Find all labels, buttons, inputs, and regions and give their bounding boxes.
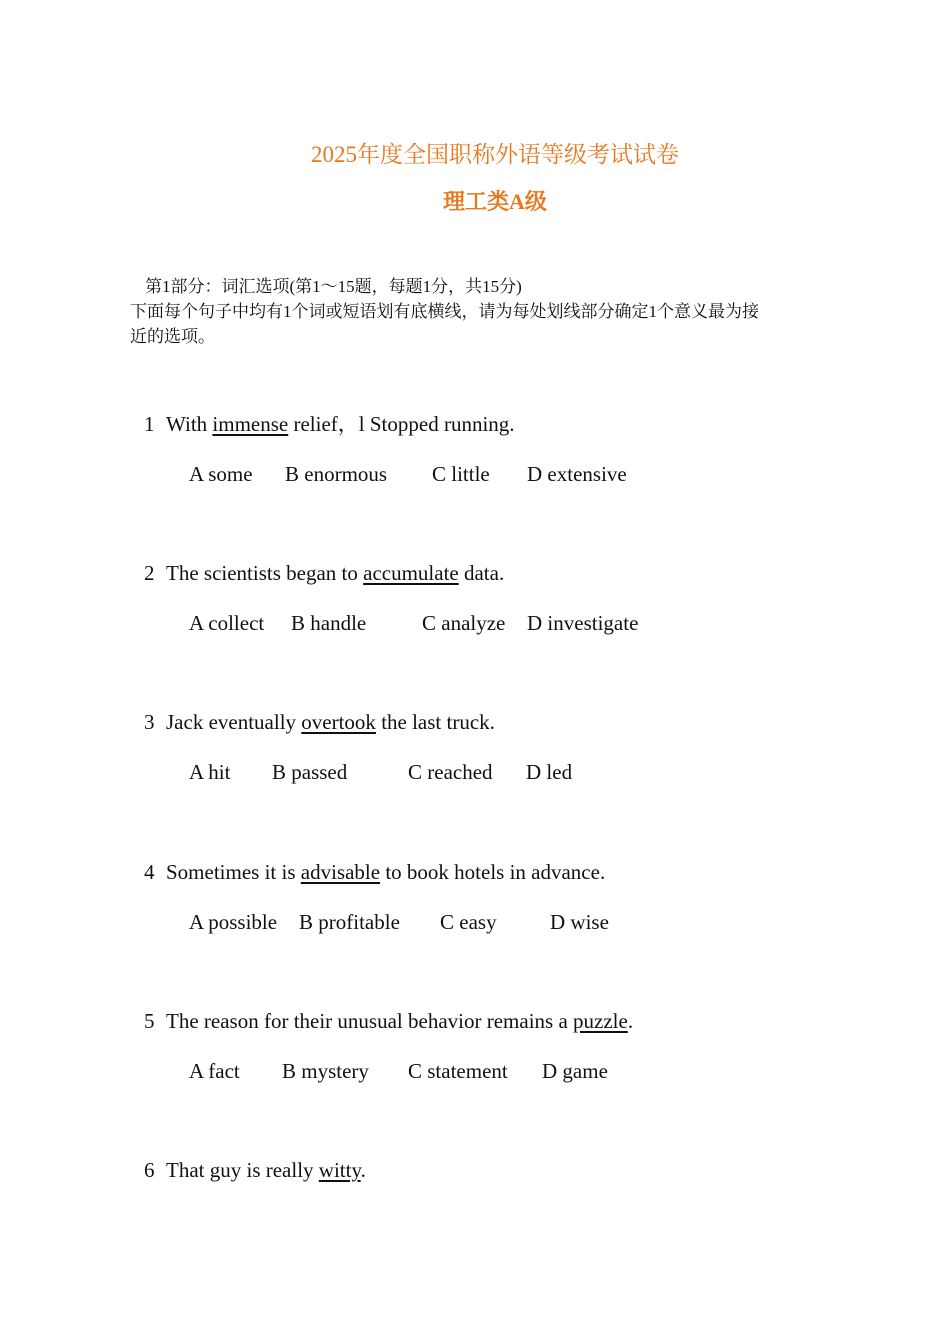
- question-number: 4: [144, 860, 155, 884]
- question-2: [144, 560, 504, 586]
- option-b: B mystery: [282, 1059, 369, 1083]
- question-6: [144, 1157, 366, 1183]
- option-c: C analyze: [422, 611, 506, 635]
- question-number: 2: [144, 561, 155, 585]
- question-text-after: .: [627, 1009, 634, 1033]
- option-c: C easy: [440, 910, 497, 934]
- option-c: C little: [432, 462, 490, 486]
- option-d: D led: [526, 760, 573, 784]
- question-text-after: the last truck.: [375, 710, 495, 734]
- underlined-word: accumulate: [363, 561, 459, 585]
- option-a: A hit: [189, 760, 231, 784]
- option-d: D game: [542, 1059, 608, 1083]
- question-5: [144, 1008, 633, 1034]
- question-3: [144, 709, 495, 735]
- option-d: D wise: [550, 910, 609, 934]
- instructions-line-2: 近的选项。: [130, 327, 215, 346]
- question-text-after: to book hotels in advance.: [380, 860, 606, 884]
- part-heading: 第1部分：词汇选项(第1～15题，每题1分，共15分): [145, 277, 522, 296]
- underlined-word: witty: [318, 1158, 361, 1182]
- option-c: C statement: [408, 1059, 508, 1083]
- underlined-word: overtook: [301, 710, 376, 734]
- option-b: B passed: [272, 760, 348, 784]
- question-text-after: data.: [458, 561, 505, 585]
- exam-subtitle: 理工类A级: [443, 189, 547, 214]
- option-b: B profitable: [299, 910, 400, 934]
- question-text-after: relief，l Stopped running.: [288, 412, 515, 436]
- question-text-before: The reason for their unusual behavior remains a: [166, 1009, 574, 1033]
- question-1: [144, 411, 515, 437]
- underlined-word: advisable: [300, 860, 381, 884]
- question-4: [144, 859, 605, 885]
- question-text-after: .: [360, 1158, 366, 1182]
- question-number: 3: [144, 710, 155, 734]
- question-text-before: That guy is really: [166, 1158, 319, 1182]
- option-c: C reached: [408, 760, 493, 784]
- exam-title: 2025年度全国职称外语等级考试试卷: [311, 142, 679, 167]
- question-number: 6: [144, 1158, 155, 1182]
- option-a: A some: [189, 462, 253, 486]
- question-number: 5: [144, 1009, 155, 1033]
- instructions-line-1: 下面每个句子中均有1个词或短语划有底横线，请为每处划线部分确定1个意义最为接: [130, 302, 759, 321]
- question-text-before: The scientists began to: [166, 561, 364, 585]
- option-a: A possible: [189, 910, 278, 934]
- question-number: 1: [144, 412, 155, 436]
- question-text-before: Sometimes it is: [166, 860, 301, 884]
- option-a: A fact: [189, 1059, 240, 1083]
- question-text-before: Jack eventually: [166, 710, 302, 734]
- option-d: D investigate: [527, 611, 639, 635]
- underlined-word: immense: [212, 412, 289, 436]
- option-d: D extensive: [527, 462, 627, 486]
- option-b: B enormous: [285, 462, 388, 486]
- option-a: A collect: [189, 611, 265, 635]
- underlined-word: puzzle: [573, 1009, 628, 1033]
- question-text-before: With: [166, 412, 213, 436]
- option-b: B handle: [291, 611, 367, 635]
